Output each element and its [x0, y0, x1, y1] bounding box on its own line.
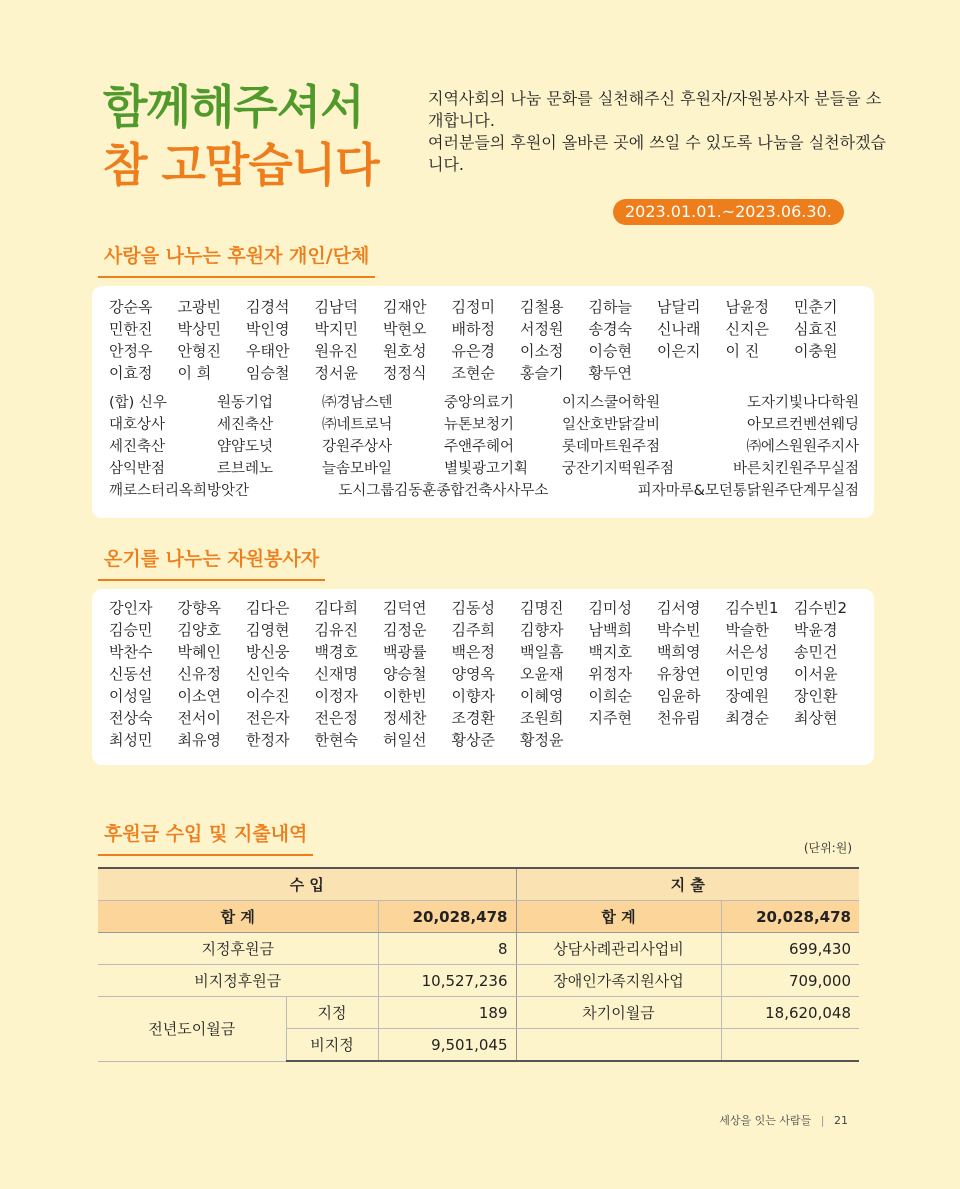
name-entry: 황상준: [451, 731, 495, 749]
name-entry: 남백희: [588, 621, 632, 639]
income-undesignated-value: 10,527,236: [378, 965, 516, 997]
name-entry: 김남덕: [314, 298, 358, 316]
donors-heading-text: 사랑을 나누는 후원자 개인/단체: [98, 241, 375, 278]
expense-header: 지 출: [516, 868, 859, 901]
carry-designated-label: 지정: [286, 997, 378, 1029]
name-row: [109, 619, 863, 641]
name-entry: 백은정: [451, 643, 495, 661]
finance-header-row: [98, 868, 859, 901]
name-entry: 홍슬기: [520, 364, 564, 382]
name-entry: 김영현: [246, 621, 290, 639]
publication-name: 세상을 잇는 사람들: [719, 1114, 812, 1127]
name-entry: 이충원: [794, 342, 838, 360]
name-row: [109, 663, 863, 685]
name-entry: 이향자: [451, 687, 495, 705]
name-entry: 박현오: [383, 320, 427, 338]
hero-intro: [428, 88, 888, 176]
name-row: [109, 296, 863, 318]
name-entry: 임윤하: [657, 687, 701, 705]
name-entry: 김다은: [246, 599, 290, 617]
expense-value: 709,000: [721, 965, 859, 997]
organization-row: [109, 436, 859, 458]
table-row: [98, 965, 859, 997]
name-entry: 허일선: [383, 731, 427, 749]
name-entry: 천유림: [657, 709, 701, 727]
income-total-value: 20,028,478: [378, 901, 516, 933]
name-entry: 유은경: [451, 342, 495, 360]
organization-row: [109, 392, 859, 414]
name-entry: 박지민: [314, 320, 358, 338]
name-entry: 서은성: [725, 643, 769, 661]
hero-title-line2: 참 고맙습니다: [103, 138, 379, 192]
organization-entry: 강원주상사: [322, 439, 393, 455]
name-row: [109, 707, 863, 729]
donors-heading: [98, 241, 375, 278]
name-entry: 신나래: [657, 320, 701, 338]
name-entry: 신인숙: [246, 665, 290, 683]
intro-paragraph-2: 여러분들의 후원이 올바른 곳에 쓰일 수 있도록 나눔을 실천하겠습니다.: [428, 133, 887, 174]
hero-title-line1: 함께해주셔서: [103, 80, 364, 134]
name-entry: 이민영: [725, 665, 769, 683]
name-entry: 김서영: [657, 599, 701, 617]
name-entry: 강순옥: [109, 298, 153, 316]
name-entry: 정정식: [383, 364, 427, 382]
organization-entry: 세진축산: [217, 417, 274, 433]
finance-total-row: [98, 901, 859, 933]
name-entry: 박인영: [246, 320, 290, 338]
name-entry: 신재명: [314, 665, 358, 683]
name-entry: 김정운: [383, 621, 427, 639]
name-entry: 이희순: [588, 687, 632, 705]
expense-label: 상담사례관리사업비: [516, 933, 721, 965]
income-designated-label: 지정후원금: [98, 933, 378, 965]
name-entry: 남달리: [657, 298, 701, 316]
name-entry: 신동선: [109, 665, 153, 683]
volunteers-panel: [92, 589, 874, 765]
name-entry: 이은지: [657, 342, 701, 360]
name-entry: 강향옥: [177, 599, 221, 617]
organization-entry: 늘솜모바일: [322, 461, 393, 477]
name-entry: 정세찬: [383, 709, 427, 727]
name-entry: 임승철: [246, 364, 290, 382]
organization-entry: 삼익반점: [109, 461, 166, 477]
name-entry: 안정우: [109, 342, 153, 360]
carry-undesignated-label: 비지정: [286, 1029, 378, 1062]
name-entry: 원유진: [314, 342, 358, 360]
name-entry: 서정원: [520, 320, 564, 338]
organization-entry: 원동기업: [217, 395, 274, 411]
name-row: [109, 685, 863, 707]
name-entry: 원호성: [383, 342, 427, 360]
name-entry: 박수빈: [657, 621, 701, 639]
name-entry: 이수진: [246, 687, 290, 705]
name-entry: 전은정: [314, 709, 358, 727]
name-entry: 장인환: [794, 687, 838, 705]
name-entry: 오윤재: [520, 665, 564, 683]
income-header: 수 입: [98, 868, 516, 901]
name-entry: 김철용: [520, 298, 564, 316]
name-entry: 백희영: [657, 643, 701, 661]
organization-entry: ㈜에스원원주지사: [746, 439, 859, 455]
name-entry: 이소정: [520, 342, 564, 360]
name-entry: 이효정: [109, 364, 153, 382]
name-entry: 백경호: [314, 643, 358, 661]
name-entry: 송경숙: [588, 320, 632, 338]
volunteers-heading-text: 온기를 나누는 자원봉사자: [98, 544, 325, 581]
table-row: [98, 997, 859, 1029]
name-entry: 박윤경: [794, 621, 838, 639]
name-entry: 지주현: [588, 709, 632, 727]
organization-entry: 일산호반닭갈비: [562, 417, 661, 433]
name-entry: 남윤정: [725, 298, 769, 316]
organization-row: [109, 458, 859, 480]
name-entry: 이정자: [314, 687, 358, 705]
empty-cell: [721, 1029, 859, 1062]
name-entry: 전상숙: [109, 709, 153, 727]
date-range-badge: 2023.01.01.~2023.06.30.: [613, 199, 844, 225]
finance-heading-text: 후원금 수입 및 지출내역: [98, 819, 313, 856]
donor-individuals-list: [109, 296, 863, 384]
name-entry: 최유영: [177, 731, 221, 749]
income-designated-value: 8: [378, 933, 516, 965]
page-number: 21: [834, 1114, 848, 1127]
empty-cell: [516, 1029, 721, 1062]
name-entry: 김명진: [520, 599, 564, 617]
name-entry: 김덕연: [383, 599, 427, 617]
table-row: [98, 933, 859, 965]
name-entry: 이소연: [177, 687, 221, 705]
name-entry: 김경석: [246, 298, 290, 316]
organization-entry: ㈜경남스텐: [322, 395, 393, 411]
name-entry: 이성일: [109, 687, 153, 705]
name-entry: 신유정: [177, 665, 221, 683]
name-entry: 백광률: [383, 643, 427, 661]
income-total-label: 합 계: [98, 901, 378, 933]
name-entry: 박혜인: [177, 643, 221, 661]
name-entry: 황두연: [588, 364, 632, 382]
donor-organizations-list: [109, 392, 859, 502]
organization-entry: 도자기빛나다학원: [746, 395, 859, 411]
name-entry: 김다희: [314, 599, 358, 617]
organization-entry: 얌얌도넛: [217, 439, 274, 455]
name-entry: 김양호: [177, 621, 221, 639]
name-entry: 신지은: [725, 320, 769, 338]
organization-entry: 도시그룹김동훈종합건축사사무소: [338, 483, 549, 499]
name-entry: 박찬수: [109, 643, 153, 661]
organization-entry: 르브레노: [217, 461, 274, 477]
organization-entry: 이지스쿨어학원: [562, 395, 661, 411]
footer-separator: |: [820, 1114, 825, 1127]
name-entry: 김주희: [451, 621, 495, 639]
name-entry: 김동성: [451, 599, 495, 617]
name-entry: 정서윤: [314, 364, 358, 382]
name-entry: 김미성: [588, 599, 632, 617]
name-entry: 이 진: [725, 342, 760, 360]
organization-entry: 바른치킨원주무실점: [732, 461, 859, 477]
name-entry: 김향자: [520, 621, 564, 639]
name-row: [109, 641, 863, 663]
name-entry: 심효진: [794, 320, 838, 338]
name-entry: 위정자: [588, 665, 632, 683]
expense-label: 장애인가족지원사업: [516, 965, 721, 997]
hero-title: [103, 78, 423, 194]
volunteers-heading: [98, 544, 325, 581]
carry-undesignated-value: 9,501,045: [378, 1029, 516, 1062]
expense-value: 18,620,048: [721, 997, 859, 1029]
organization-entry: (합) 신우: [109, 395, 167, 411]
name-row: [109, 597, 863, 619]
name-entry: 황정윤: [520, 731, 564, 749]
name-entry: 고광빈: [177, 298, 221, 316]
name-entry: 안형진: [177, 342, 221, 360]
name-row: [109, 729, 863, 751]
organization-row: [109, 414, 859, 436]
name-entry: 조현순: [451, 364, 495, 382]
donors-panel: [92, 286, 874, 518]
organization-entry: 피자마루&모던통닭원주단계무실점: [637, 483, 859, 499]
name-entry: 김하늘: [588, 298, 632, 316]
organization-entry: 뉴톤보청기: [444, 417, 515, 433]
name-entry: 장예원: [725, 687, 769, 705]
name-entry: 김정미: [451, 298, 495, 316]
name-row: [109, 318, 863, 340]
name-entry: 조경환: [451, 709, 495, 727]
carry-designated-value: 189: [378, 997, 516, 1029]
intro-paragraph-1: 지역사회의 나눔 문화를 실천해주신 후원자/자원봉사자 분들을 소개합니다.: [428, 89, 882, 130]
name-entry: 백지호: [588, 643, 632, 661]
organization-entry: 별빛광고기획: [444, 461, 529, 477]
name-entry: 최성민: [109, 731, 153, 749]
name-entry: 방신웅: [246, 643, 290, 661]
name-row: [109, 340, 863, 362]
name-entry: 한정자: [246, 731, 290, 749]
name-entry: 이 희: [177, 364, 212, 382]
name-entry: 최경순: [725, 709, 769, 727]
name-entry: 김재안: [383, 298, 427, 316]
name-entry: 이승현: [588, 342, 632, 360]
income-carryover-label: 전년도이월금: [98, 997, 286, 1062]
name-entry: 박슬한: [725, 621, 769, 639]
name-entry: 한현숙: [314, 731, 358, 749]
organization-entry: 궁잔기지떡원주점: [562, 461, 675, 477]
finance-table: [98, 867, 859, 1062]
name-entry: 송민건: [794, 643, 838, 661]
expense-total-label: 합 계: [516, 901, 721, 933]
organization-row: [109, 480, 859, 502]
organization-entry: 중앙의료기: [444, 395, 515, 411]
name-entry: 김수빈2: [794, 599, 848, 617]
name-entry: 양승철: [383, 665, 427, 683]
organization-entry: 세진축산: [109, 439, 166, 455]
name-row: [109, 362, 863, 384]
name-entry: 김승민: [109, 621, 153, 639]
name-entry: 강인자: [109, 599, 153, 617]
unit-note: (단위:원): [803, 841, 852, 855]
name-entry: 최상현: [794, 709, 838, 727]
name-entry: 배하정: [451, 320, 495, 338]
name-entry: 이서윤: [794, 665, 838, 683]
organization-entry: ㈜네트로닉: [322, 417, 393, 433]
name-entry: 박상민: [177, 320, 221, 338]
name-entry: 김유진: [314, 621, 358, 639]
income-undesignated-label: 비지정후원금: [98, 965, 378, 997]
name-entry: 유창연: [657, 665, 701, 683]
organization-entry: 깨로스터리옥희방앗간: [109, 483, 250, 499]
expense-total-value: 20,028,478: [721, 901, 859, 933]
expense-label: 차기이월금: [516, 997, 721, 1029]
organization-entry: 아모르컨벤션웨딩: [746, 417, 859, 433]
name-entry: 우태안: [246, 342, 290, 360]
name-entry: 전은자: [246, 709, 290, 727]
name-entry: 이한빈: [383, 687, 427, 705]
organization-entry: 롯데마트원주점: [562, 439, 661, 455]
name-entry: 양영옥: [451, 665, 495, 683]
name-entry: 김수빈1: [725, 599, 779, 617]
page-footer: [719, 1112, 848, 1128]
name-entry: 민춘기: [794, 298, 838, 316]
name-entry: 이혜영: [520, 687, 564, 705]
name-entry: 조원희: [520, 709, 564, 727]
name-entry: 백일흠: [520, 643, 564, 661]
organization-entry: 주앤주헤어: [444, 439, 515, 455]
name-entry: 전서이: [177, 709, 221, 727]
name-entry: 민한진: [109, 320, 153, 338]
finance-heading: [98, 819, 313, 856]
organization-entry: 대호상사: [109, 417, 166, 433]
expense-value: 699,430: [721, 933, 859, 965]
volunteer-list: [109, 597, 863, 751]
